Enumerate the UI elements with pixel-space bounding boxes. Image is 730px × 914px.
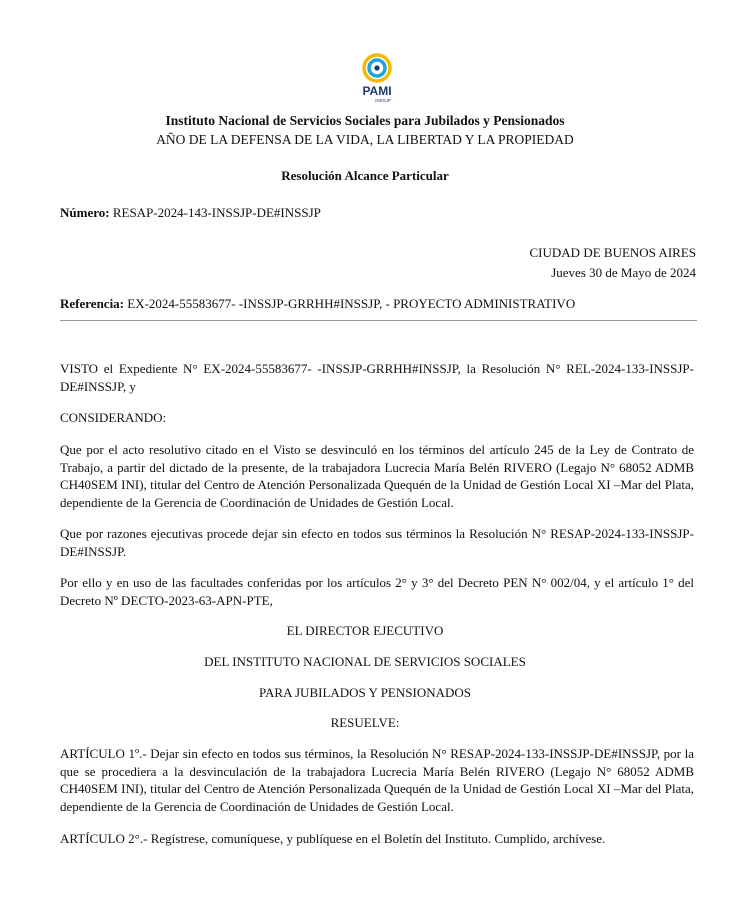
referencia-value: EX-2024-55583677- -INSSJP-GRRHH#INSSJP, - PROYECTO ADMINISTRATIVO [127, 296, 576, 311]
pami-logo-icon [357, 52, 397, 104]
considerando-paragraph-3: Por ello y en uso de las facultades conferidas por los artículos 2° y 3° del Decreto PEN N° 002/04, y el artículo 1° del Decreto Nº DECTO-2023-63-APN-PTE, [60, 575, 694, 608]
heading-institute: DEL INSTITUTO NACIONAL DE SERVICIOS SOCIALES [204, 654, 526, 669]
logo-text: PAMI [362, 84, 392, 98]
considerando-label: CONSIDERANDO: [60, 410, 167, 425]
visto-paragraph: VISTO el Expediente N° EX-2024-55583677- -INSSJP-GRRHH#INSSJP, la Resolución N° REL-2024-133-INSSJP-DE#INSSJP, y [60, 361, 694, 394]
article-1: ARTÍCULO 1º.- Dejar sin efecto en todos sus términos, la Resolución N° RESAP-2024-133-INSSJP-DE#INSSJP, por la que se procediera a la desvinculación de la trabajadora Lucrecia María Belén RIVERO (Legajo N° 68052 ADMB CH40SEM INI), titular del Centro de Atención Personalizada Quequén de la Unidad de Gestión Local XI –Mar del Plata, dependiente de la Gerencia de Coordinación de Unidades de Gestión Local. [60, 746, 694, 814]
considerando-paragraph-2: Que por razones ejecutivas procede dejar sin efecto en todos sus términos la Resolución N° RESAP-2024-133-INSSJP-DE#INSSJP. [60, 526, 694, 559]
article-2: ARTÍCULO 2°.- Regístrese, comuníquese, y publíquese en el Boletín del Instituto. Cumplido, archívese. [60, 831, 606, 846]
numero-line [60, 205, 321, 221]
numero-label: Número: [60, 205, 110, 220]
heading-jubilados: PARA JUBILADOS Y PENSIONADOS [258, 685, 471, 700]
document-type: Resolución Alcance Particular [281, 168, 449, 183]
referencia-label: Referencia: [60, 296, 125, 311]
city: CIUDAD DE BUENOS AIRES [529, 245, 696, 260]
date: Jueves 30 de Mayo de 2024 [551, 265, 696, 280]
heading-director: EL DIRECTOR EJECUTIVO [286, 623, 444, 638]
institute-title: Instituto Nacional de Servicios Sociales para Jubilados y Pensionados [165, 113, 565, 128]
numero-value: RESAP-2024-143-INSSJP-DE#INSSJP [112, 205, 321, 220]
year-motto: AÑO DE LA DEFENSA DE LA VIDA, LA LIBERTAD Y LA PROPIEDAD [156, 132, 574, 147]
heading-resuelve: RESUELVE: [330, 715, 400, 730]
header-divider [60, 320, 697, 321]
logo-subtext: INSSJP [375, 98, 391, 103]
considerando-paragraph-1: Que por el acto resolutivo citado en el Visto se desvinculó en los términos del artículo 245 de la Ley de Contrato de Trabajo, a partir del dictado de la presente, de la trabajadora Lucrecia María Belén RIVERO (Legajo N° 68052 ADMB CH40SEM INI), titular del Centro de Atención Personalizada Quequén de la Unidad de Gestión Local XI –Mar del Plata, dependiente de la Gerencia de Coordinación de Unidades de Gestión Local. [60, 442, 694, 510]
place-date [530, 243, 696, 283]
referencia-line [60, 296, 575, 312]
